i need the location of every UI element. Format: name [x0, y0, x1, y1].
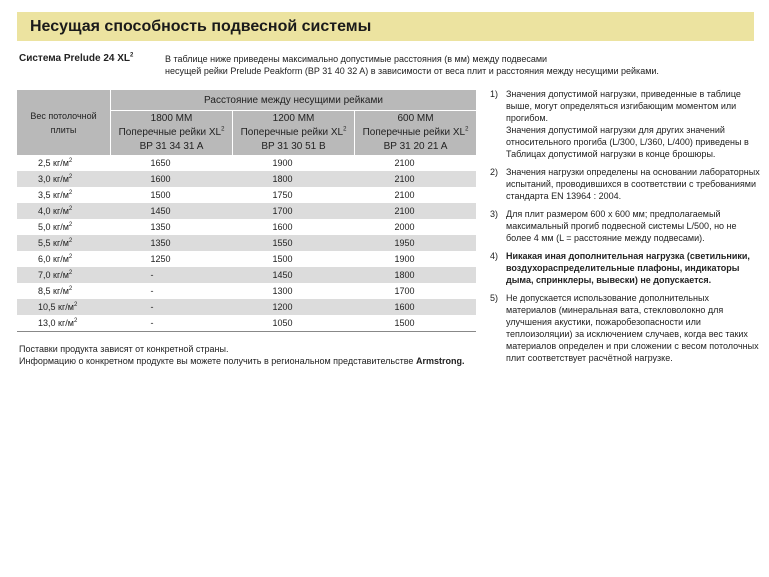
table-cell: 2100: [355, 187, 476, 203]
table-cell: 1800: [233, 171, 355, 187]
row-weight: [17, 219, 111, 235]
column-distance: 1200 ММ: [272, 113, 315, 124]
table-row: [17, 203, 476, 219]
notes-list: [490, 88, 760, 370]
title-bar: [17, 12, 754, 41]
table-cell: 2000: [355, 219, 476, 235]
table-cell: 1350: [111, 219, 233, 235]
note-text: Для плит размером 600 x 600 мм; предполагаемый максимальный прогиб подвесной системы L/500, но не более 4 мм (L = расстояние между подвесами).: [506, 209, 737, 243]
row-weight: [17, 235, 111, 251]
column-rail-sup: 2: [221, 126, 225, 133]
row-weight: [17, 299, 111, 315]
row-weight: [17, 267, 111, 283]
row-weight: [17, 203, 111, 219]
row-weight-sup: 2: [68, 206, 73, 212]
page-title: Несущая способность подвесной системы: [30, 18, 372, 35]
note-text: Не допускается использование дополнительных материалов (минеральная вата, стекловолокно для улучшения акустики, пожаробезопасности или теплоизоляции) за исключением случаев, когда вес таких материалов определен и при сложении с весом потолочных плит соответствует расчётной нагрузке.: [506, 293, 759, 363]
note-number: 1): [490, 89, 499, 99]
system-name-text: Система Prelude 24 XL: [19, 53, 131, 64]
table-cell: 1950: [355, 235, 476, 251]
table-cell: 1600: [111, 171, 233, 187]
table-cell: -: [111, 267, 233, 283]
table-row: [17, 235, 476, 251]
group-header: Расстояние между несущими рейками: [111, 90, 477, 111]
table-cell: -: [111, 299, 233, 315]
table-cell: 1050: [233, 315, 355, 332]
table-row: [17, 171, 476, 187]
note-text: Значения допустимой нагрузки, приведенные в таблице выше, могут определяться изгибающим моментом или прогибом. Значения допустимой нагрузки для других значений относительного прогиба (L/300, L/360, L/400) приведены в Таблицах допустимой нагрузки в конце брошюры.: [506, 89, 749, 159]
row-weight-text: 2,5 кг/м: [38, 158, 69, 168]
table-row: [17, 251, 476, 267]
table-cell: 1700: [355, 283, 476, 299]
row-weight-sup: 2: [68, 158, 73, 164]
column-header: [355, 111, 476, 156]
row-weight-text: 3,0 кг/м: [38, 174, 69, 184]
table-row: [17, 267, 476, 283]
row-weight-text: 8,5 кг/м: [38, 286, 69, 296]
row-weight-sup: 2: [68, 270, 73, 276]
column-header: [233, 111, 355, 156]
footnote-line-2-text: Информацию о конкретном продукте вы можете получить в региональном представительстве: [19, 356, 414, 366]
table-row: [17, 155, 476, 171]
note-item: [490, 166, 760, 202]
table-cell: 1450: [233, 267, 355, 283]
table-cell: 1450: [111, 203, 233, 219]
table-cell: -: [111, 315, 233, 332]
row-weight-text: 6,0 кг/м: [38, 254, 69, 264]
column-code: BP 31 30 51 B: [261, 141, 326, 152]
row-weight-text: 3,5 кг/м: [38, 190, 69, 200]
note-item: [490, 250, 760, 286]
note-item: [490, 88, 760, 160]
note-number: 3): [490, 209, 499, 219]
row-weight-sup: 2: [68, 254, 73, 260]
row-weight-text: 5,5 кг/м: [38, 238, 69, 248]
row-weight-sup: 2: [68, 286, 73, 292]
table-cell: 1600: [233, 219, 355, 235]
table-cell: 1800: [355, 267, 476, 283]
row-weight-sup: 2: [73, 318, 78, 324]
row-weight-text: 13,0 кг/м: [38, 318, 74, 328]
column-rail-sup: 2: [343, 126, 347, 133]
table-row: [17, 219, 476, 235]
table-cell: -: [111, 283, 233, 299]
row-weight-sup: 2: [68, 222, 73, 228]
table-cell: 1500: [355, 315, 476, 332]
table-row: [17, 315, 476, 332]
load-table: [17, 90, 476, 332]
column-rail-text: Поперечные рейки XL: [362, 127, 466, 138]
row-weight-sup: 2: [68, 238, 73, 244]
intro-line-2: несущей рейки Prelude Peakform (BP 31 40 32 A) в зависимости от веса плит и расстояния между несущими рейками.: [165, 66, 659, 76]
row-weight: [17, 283, 111, 299]
table-row: [17, 187, 476, 203]
row-weight-sup: 2: [68, 174, 73, 180]
row-weight: [17, 187, 111, 203]
row-weight: [17, 315, 111, 332]
table-cell: 1900: [355, 251, 476, 267]
row-weight: [17, 171, 111, 187]
row-weight: [17, 251, 111, 267]
note-number: 4): [490, 251, 499, 261]
table-cell: 1550: [233, 235, 355, 251]
row-weight-text: 10,5 кг/м: [38, 302, 74, 312]
column-distance: 1800 ММ: [150, 113, 193, 124]
system-name-sup: 2: [130, 52, 134, 59]
footnote-brand: Armstrong.: [415, 356, 465, 366]
row-weight-text: 4,0 кг/м: [38, 206, 69, 216]
column-rail-text: Поперечные рейки XL: [118, 127, 222, 138]
table-cell: 1750: [233, 187, 355, 203]
row-weight-text: 5,0 кг/м: [38, 222, 69, 232]
note-number: 2): [490, 167, 499, 177]
column-code: BP 31 34 31 A: [139, 141, 204, 152]
row-weight-sup: 2: [68, 190, 73, 196]
note-number: 5): [490, 293, 499, 303]
column-rail: [355, 126, 476, 140]
note-text: Никакая иная дополнительная нагрузка (светильники, воздухораспределительные плафоны, индикаторы дыма, спринклеры, вывески) не допускается.: [506, 251, 750, 285]
table-cell: 1200: [233, 299, 355, 315]
note-item: [490, 208, 760, 244]
table-cell: 1350: [111, 235, 233, 251]
table-cell: 1900: [233, 155, 355, 171]
column-rail-sup: 2: [465, 126, 469, 133]
table-cell: 2100: [355, 171, 476, 187]
table-row: [17, 283, 476, 299]
column-header: [111, 111, 233, 156]
table-cell: 1300: [233, 283, 355, 299]
footnote-line-1: Поставки продукта зависят от конкретной страны.: [19, 344, 229, 354]
column-code: BP 31 20 21 A: [383, 141, 448, 152]
row-header: Вес потолочной плиты: [17, 90, 111, 155]
table-cell: 2100: [355, 155, 476, 171]
row-weight: [17, 155, 111, 171]
table-cell: 1500: [111, 187, 233, 203]
table-cell: 1600: [355, 299, 476, 315]
table-cell: 1650: [111, 155, 233, 171]
footnote-line-2: [19, 355, 464, 367]
column-distance: 600 ММ: [397, 113, 434, 124]
note-item: [490, 292, 760, 364]
table-cell: 2100: [355, 203, 476, 219]
row-weight-sup: 2: [73, 302, 78, 308]
table-cell: 1250: [111, 251, 233, 267]
intro-text: [165, 53, 735, 77]
note-text: Значения нагрузки определены на основании лабораторных испытаний, проводившихся в соответствии с требованиями стандарта EN 13964 : 2004.: [506, 167, 760, 201]
footnote: [19, 343, 464, 367]
column-rail-text: Поперечные рейки XL: [240, 127, 344, 138]
table-cell: 1500: [233, 251, 355, 267]
column-rail: [233, 126, 354, 140]
column-rail: [111, 126, 232, 140]
row-weight-text: 7,0 кг/м: [38, 270, 69, 280]
intro-line-1: В таблице ниже приведены максимально допустимые расстояния (в мм) между подвесами: [165, 54, 548, 64]
system-name: [19, 53, 133, 64]
table-cell: 1700: [233, 203, 355, 219]
table-row: [17, 299, 476, 315]
